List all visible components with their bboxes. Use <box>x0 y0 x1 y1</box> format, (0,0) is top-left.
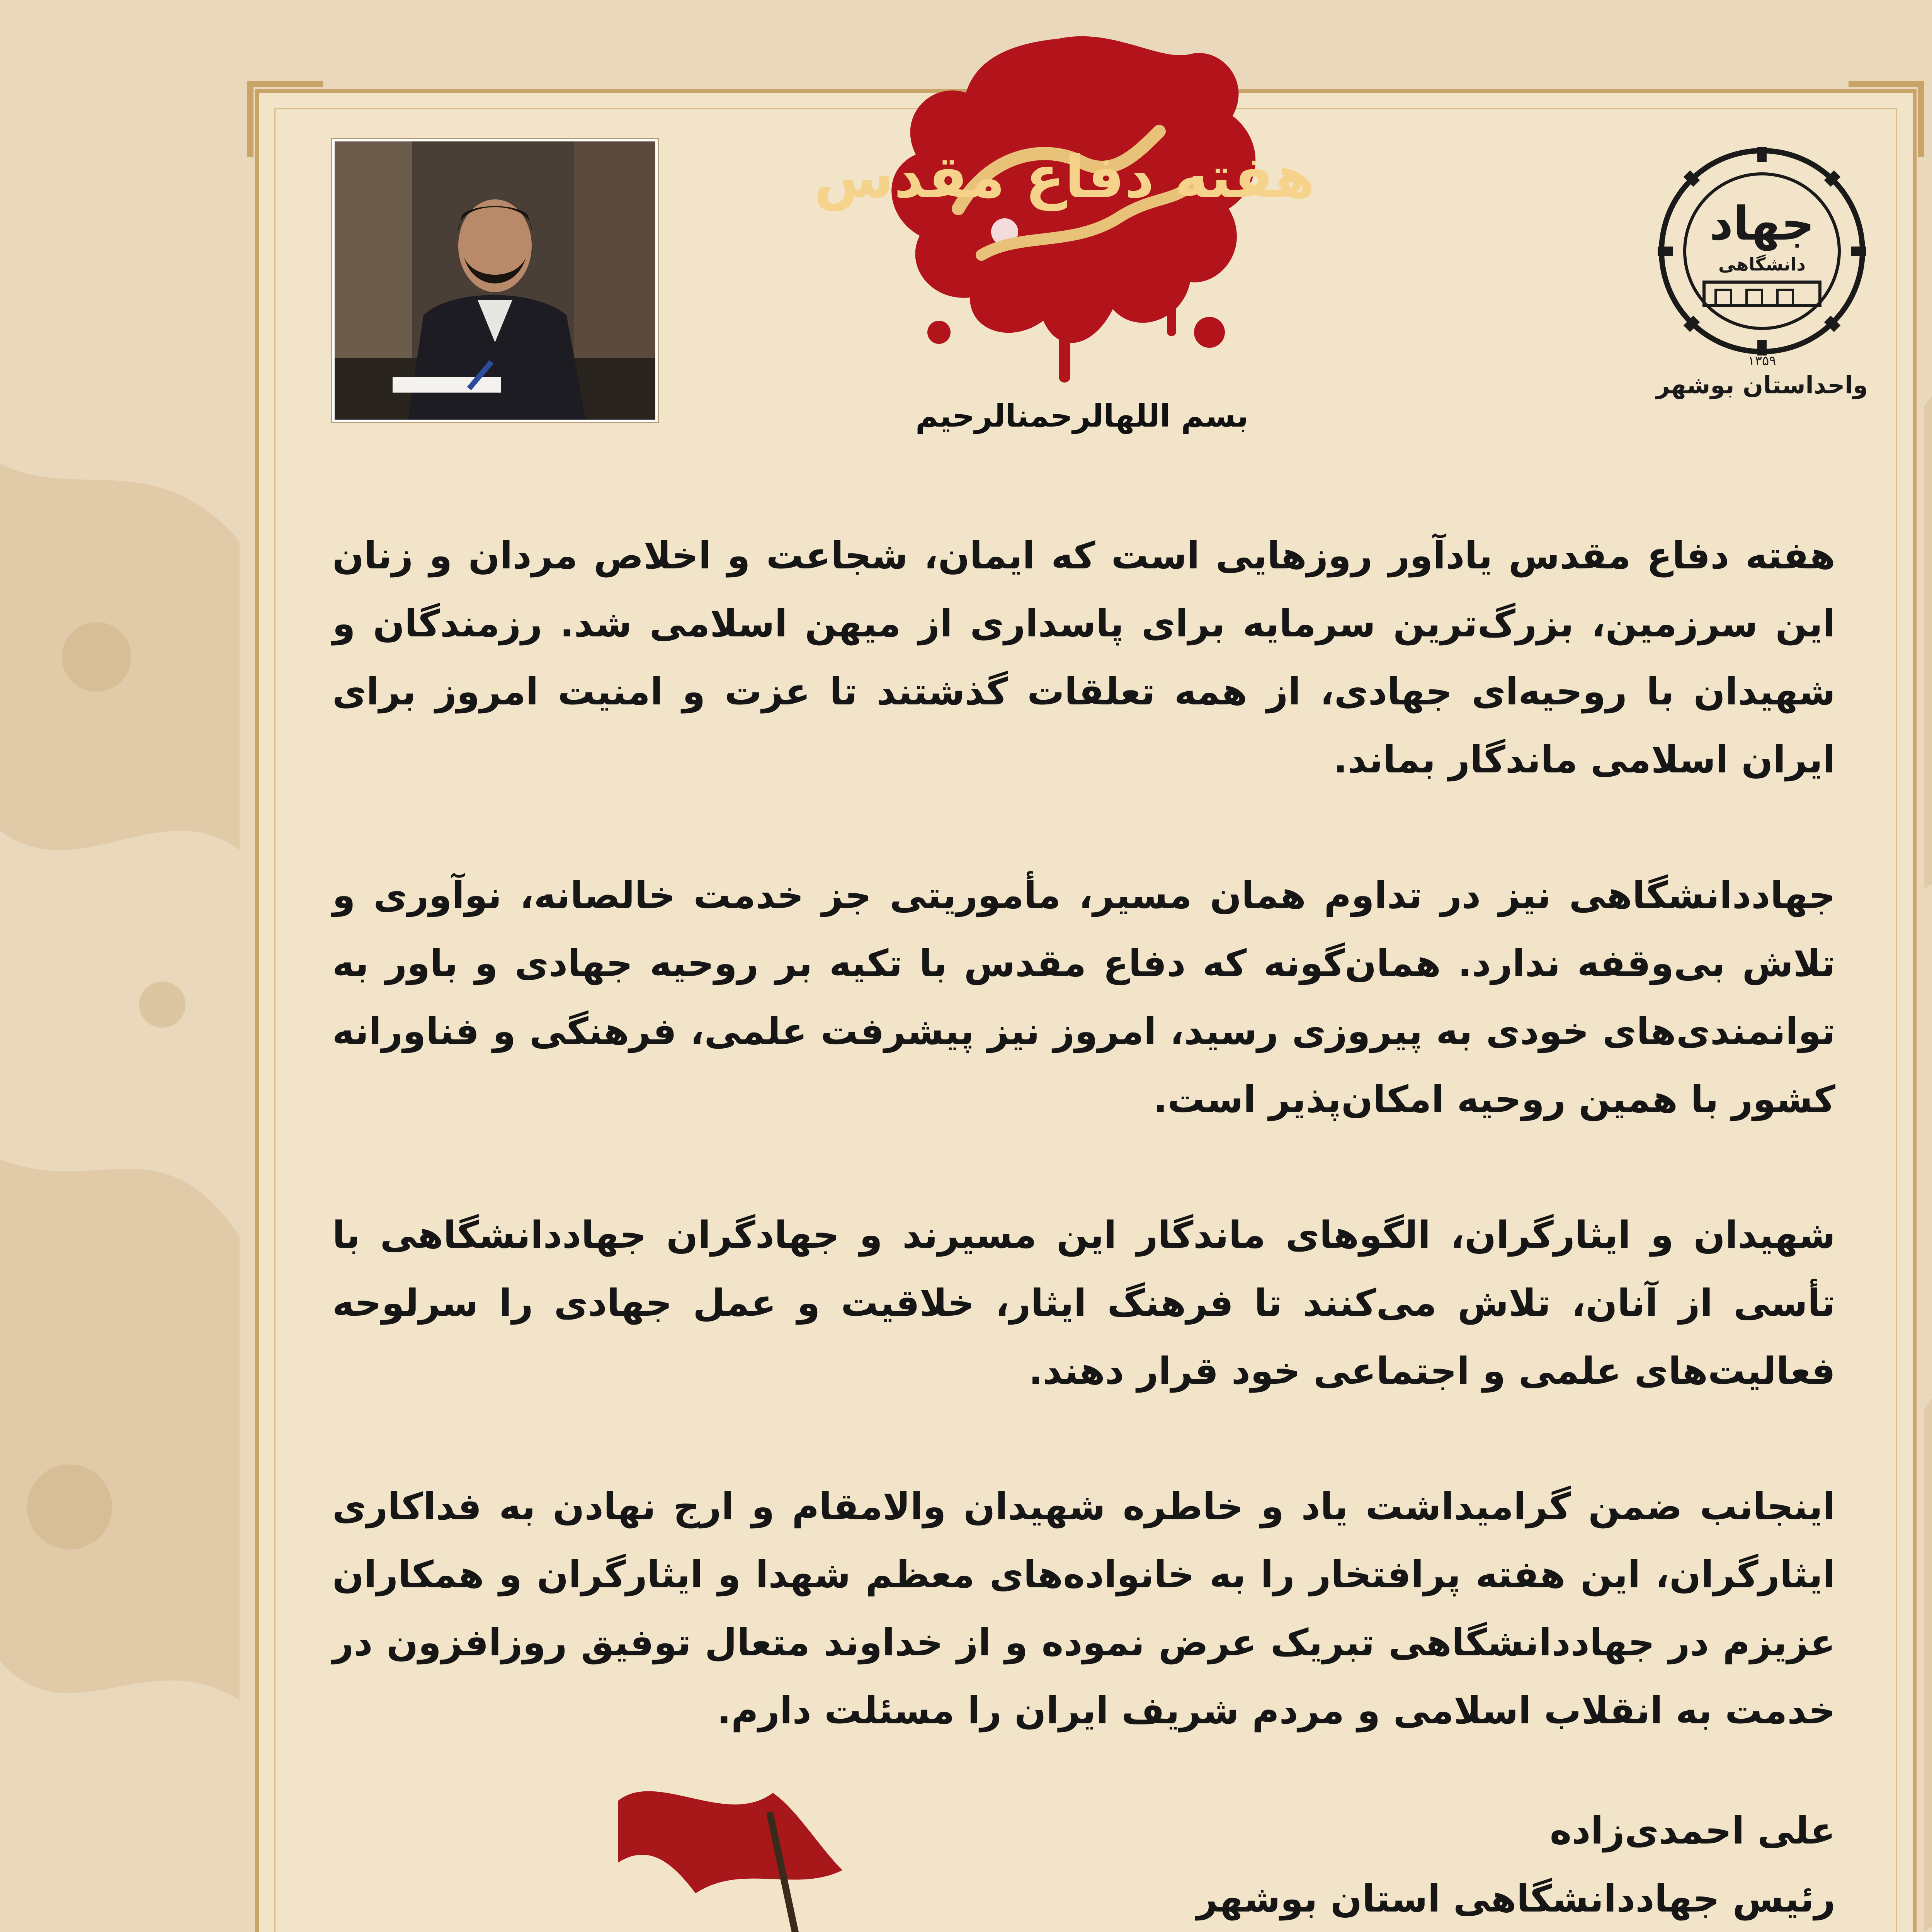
emblem-label: هفته دفاع مقدس <box>814 144 1315 211</box>
message-paragraph-3: شهیدان و ایثارگران، الگوهای ماندگار این مسیرند و جهادگران جهاددانشگاهی با تأسی از آنان، تلاش می‌کنند تا فرهنگ ایثار، خلاقیت و عمل جهادی را سرلوحه فعالیت‌های علمی و اجتماعی خود قرار دهند. <box>332 1213 1835 1393</box>
signature-title: رئیس جهاددانشگاهی استان بوشهر <box>1196 1877 1835 1920</box>
signature-name: علی احمدی‌زاده <box>1549 1809 1835 1852</box>
logo-subtitle: دانشگاهی <box>1718 254 1806 275</box>
portrait-photo <box>332 139 658 422</box>
logo-year: ۱۳۵۹ <box>1748 353 1776 369</box>
message-paragraph-4: اینجانب ضمن گرامیداشت یاد و خاطره شهیدان والامقام و ارج نهادن به فداکاری ایثارگران، این هفته پرافتخار را به خانواده‌های معظم شهدا و ایثارگران و همکاران عزیزم در جهاددانشگاهی تبریک عرض نموده و از خداوند متعال توفیق روزافزون در خدمت به انقلاب اسلامی و مردم شریف ایران را مسئلت دارم. <box>332 1485 1835 1732</box>
message-paragraph-2: جهاددانشگاهی نیز در تداوم همان مسیر، مأموریتی جز خدمت خالصانه، نوآوری و تلاش بی‌وقفه ندارد. همان‌گونه که دفاع مقدس با تکیه بر روحیه جهادی و باور به توانمندی‌های خودی به پیروزی رسید، امروز نیز پیشرفت علمی، فرهنگی و فناورانه کشور با همین روحیه امکان‌پذیر است. <box>332 874 1835 1121</box>
soldiers-sandbag-photo <box>340 1747 1847 1932</box>
sacred-defense-week-emblem <box>814 15 1315 394</box>
bismillah-heading: بسم اللهالرحمنالرحیم <box>915 398 1248 434</box>
red-flag <box>618 1791 842 1893</box>
logo-unit-label: واحداستان بوشهر <box>1656 371 1868 399</box>
message-body <box>332 522 1835 1812</box>
message-paragraph-1: هفته دفاع مقدس یادآور روزهایی است که ایمان، شجاعت و اخلاص مردان و زنان این سرزمین، بزرگ‌ترین سرمایه برای پاسداری از میهن اسلامی شد. رزمندگان و شهیدان با روحیه‌ای جهادی، از همه تعلقات گذشتند تا عزت و امنیت امروز برای ایران اسلامی ماندگار بماند. <box>332 534 1835 781</box>
logo-name: جهاد <box>1709 197 1815 251</box>
frame-corner <box>247 81 323 157</box>
